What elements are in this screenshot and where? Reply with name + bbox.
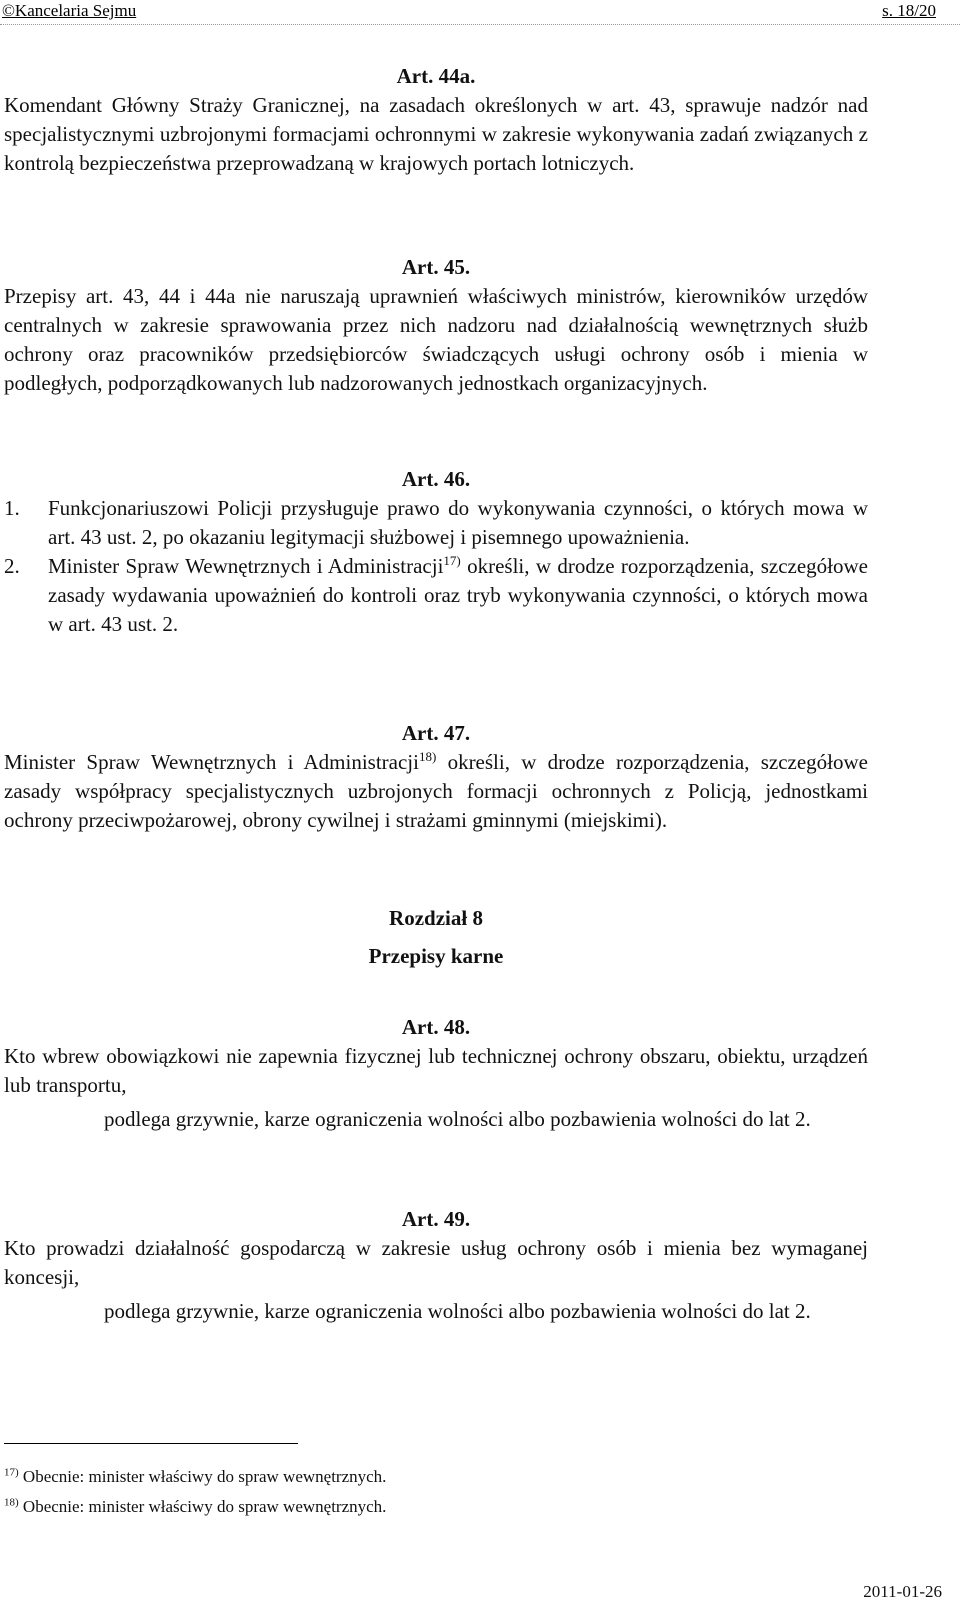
article-title: Art. 44a. xyxy=(396,64,476,88)
paragraph-text-part: określi, w drodze rozporządzenia, szczegółowe zasady wydawania upoważnień do kontroli oraz tryb wykonywania czynności, o których mowa w art. 43 ust. 2. xyxy=(48,554,868,636)
footnotes xyxy=(4,1462,868,1522)
article-46 xyxy=(4,465,868,639)
chapter-title: Przepisy karne xyxy=(368,944,504,968)
article-44a xyxy=(4,62,868,178)
copyright-link[interactable]: ©Kancelaria Sejmu xyxy=(2,1,137,20)
penalty-line: podlega grzywnie, karze ograniczenia wolności albo pozbawienia wolności do lat 2. xyxy=(104,1107,811,1131)
footnote xyxy=(4,1492,868,1522)
paragraph-text-part: Minister Spraw Wewnętrznych i Administracji xyxy=(48,554,444,578)
footnote-mark: 17) xyxy=(4,1466,19,1479)
chapter-heading xyxy=(4,904,868,971)
footnote xyxy=(4,1462,868,1492)
article-text: Kto wbrew obowiązkowi nie zapewnia fizycznej lub technicznej ochrony obszaru, obiektu, urządzeń lub transportu, xyxy=(4,1044,868,1097)
footnote-text: Obecnie: minister właściwy do spraw wewnętrznych. xyxy=(18,1467,387,1486)
article-title: Art. 48. xyxy=(401,1015,471,1039)
footnote-ref[interactable]: 18) xyxy=(418,749,437,764)
article-text-part: Minister Spraw Wewnętrznych i Administracji xyxy=(4,750,419,774)
article-title: Art. 47. xyxy=(401,721,471,745)
penalty-text xyxy=(4,1105,868,1134)
article-48 xyxy=(4,1013,868,1134)
article-title: Art. 46. xyxy=(401,467,471,491)
page-header xyxy=(0,0,960,26)
paragraph-item xyxy=(4,494,868,552)
footnote-ref[interactable]: 17) xyxy=(443,553,461,568)
footnote-text: Obecnie: minister właściwy do spraw wewnętrznych. xyxy=(18,1497,387,1516)
article-text: Kto prowadzi działalność gospodarczą w zakresie usług ochrony osób i mienia bez wymaganej koncesji, xyxy=(4,1236,868,1289)
penalty-text: podlega grzywnie, karze ograniczenia wolności albo pozbawienia wolności do lat 2. xyxy=(104,1299,811,1323)
article-47 xyxy=(4,719,868,835)
article-title: Art. 45. xyxy=(401,255,471,279)
footnote-separator xyxy=(4,1443,298,1444)
article-text: Komendant Główny Straży Granicznej, na zasadach określonych w art. 43, sprawuje nadzór nad specjalistycznymi uzbrojonymi formacjami ochronnymi w zakresie wykonywania zadań związanych z kontrolą bezpieczeństwa przeprowadzaną w krajowych portach lotniczych. xyxy=(4,93,868,175)
article-text xyxy=(4,748,868,835)
article-text-part: określi, w drodze rozporządzenia, szczegółowe zasady współpracy specjalistycznych uzbrojonych formacji ochronnych z Policją, jednostkami ochrony przeciwpożarowej, obrony cywilnej i strażami gminnymi (miejskimi). xyxy=(4,750,869,832)
article-title: Art. 49. xyxy=(401,1207,471,1231)
article-49 xyxy=(4,1205,868,1326)
paragraph-text: Funkcjonariuszowi Policji przysługuje prawo do wykonywania czynności, o których mowa w art. 43 ust. 2, po okazaniu legitymacji służbowej i pisemnego upoważnienia. xyxy=(48,496,868,549)
article-text: Przepisy art. 43, 44 i 44a nie naruszają uprawnień właściwych ministrów, kierowników urzędów centralnych w zakresie sprawowania przez nich nadzoru nad działalnością wewnętrznych służb ochrony oraz pracowników przedsiębiorców świadczących usługi ochrony osób i mienia w podległych, podporządkowanych lub nadzorowanych jednostkach organizacyjnych. xyxy=(4,284,868,395)
header-divider xyxy=(0,24,960,25)
paragraph-text xyxy=(48,552,868,639)
page-number-link[interactable]: s. 18/20 xyxy=(882,1,936,20)
article-45 xyxy=(4,253,868,398)
footer-date: 2011-01-26 xyxy=(863,1582,942,1601)
chapter-label: Rozdział 8 xyxy=(389,906,483,930)
paragraph-number: 2. xyxy=(4,554,20,578)
footnote-mark: 18) xyxy=(4,1496,19,1509)
paragraph-item xyxy=(4,552,868,639)
paragraph-number: 1. xyxy=(4,496,20,520)
